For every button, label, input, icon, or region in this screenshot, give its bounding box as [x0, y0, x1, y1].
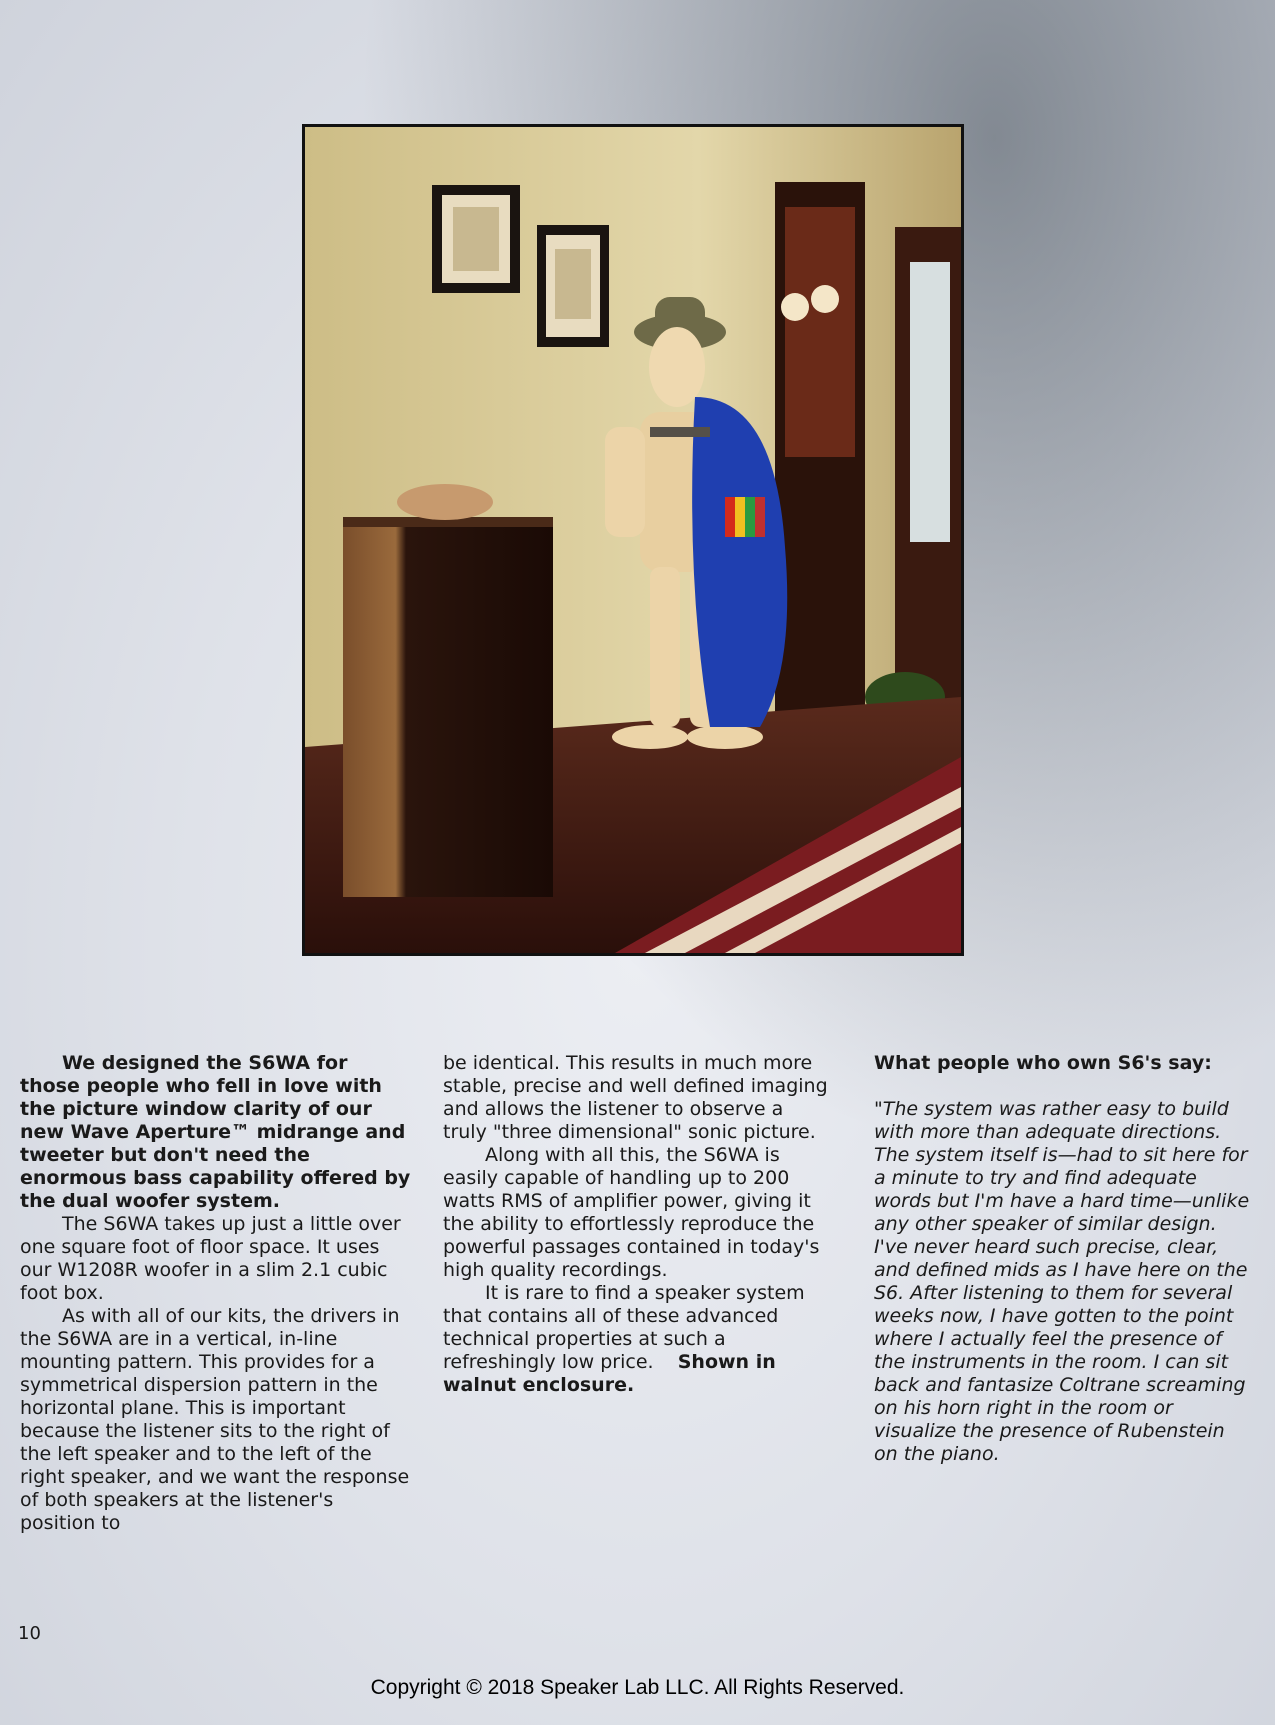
intro-paragraph: We designed the S6WA for those people who fell in love with the picture window clarity of our new Wave Aperture™ midrange and tweeter but don't need the enormous bass capability offered by the dual woofer system. [20, 1052, 411, 1212]
body-paragraph: Along with all this, the S6WA is easily capable of handling up to 200 watts RMS of amplifier power, giving it the ability to effortlessly reproduce the powerful passages contained in today's high quality recordings. [443, 1144, 820, 1281]
body-paragraph: The S6WA takes up just a little over one square foot of floor space. It uses our W1208R woofer in a slim 2.1 cubic foot box. [20, 1213, 401, 1304]
body-paragraph [443, 1282, 833, 1397]
page-number: 10 [18, 1623, 41, 1644]
text-column-1 [20, 1052, 412, 1535]
body-paragraph: be identical. This results in much more stable, precise and well defined imaging and allows the listener to observe a truly "three dimensional" sonic picture. [443, 1052, 828, 1143]
text-column-2 [443, 1052, 833, 1397]
copyright-notice: Copyright © 2018 Speaker Lab LLC. All Rights Reserved. [370, 1676, 905, 1699]
product-photo [302, 124, 964, 956]
testimonial-heading: What people who own S6's say: [874, 1052, 1212, 1074]
photo-caption: Shown in walnut enclosure. [443, 1351, 776, 1396]
photo-illustration [305, 127, 961, 953]
testimonial-quote: "The system was rather easy to build with more than adequate directions. The system itself is—had to sit here for a minute to try and find adequate words but I'm have a hard time—unlike any other speaker of similar design. I've never heard such precise, clear, and defined mids as I have here on the S6. After listening to them for several weeks now, I have gotten to the point where I actually feel the presence of the instruments in the room. I can sit back and fantasize Coltrane screaming on his horn right in the room or visualize the presence of Rubenstein on the piano. [874, 1098, 1250, 1465]
body-text: It is rare to find a speaker system that contains all of these advanced technical properties at such a refreshingly low price. [443, 1282, 805, 1373]
testimonial-column [874, 1052, 1254, 1466]
body-paragraph: As with all of our kits, the drivers in the S6WA are in a vertical, in-line mounting pattern. This provides for a symmetrical dispersion pattern in the horizontal plane. This is important because the listener sits to the right of the left speaker and to the left of the right speaker, and we want the response of both speakers at the listener's position to [20, 1305, 410, 1534]
